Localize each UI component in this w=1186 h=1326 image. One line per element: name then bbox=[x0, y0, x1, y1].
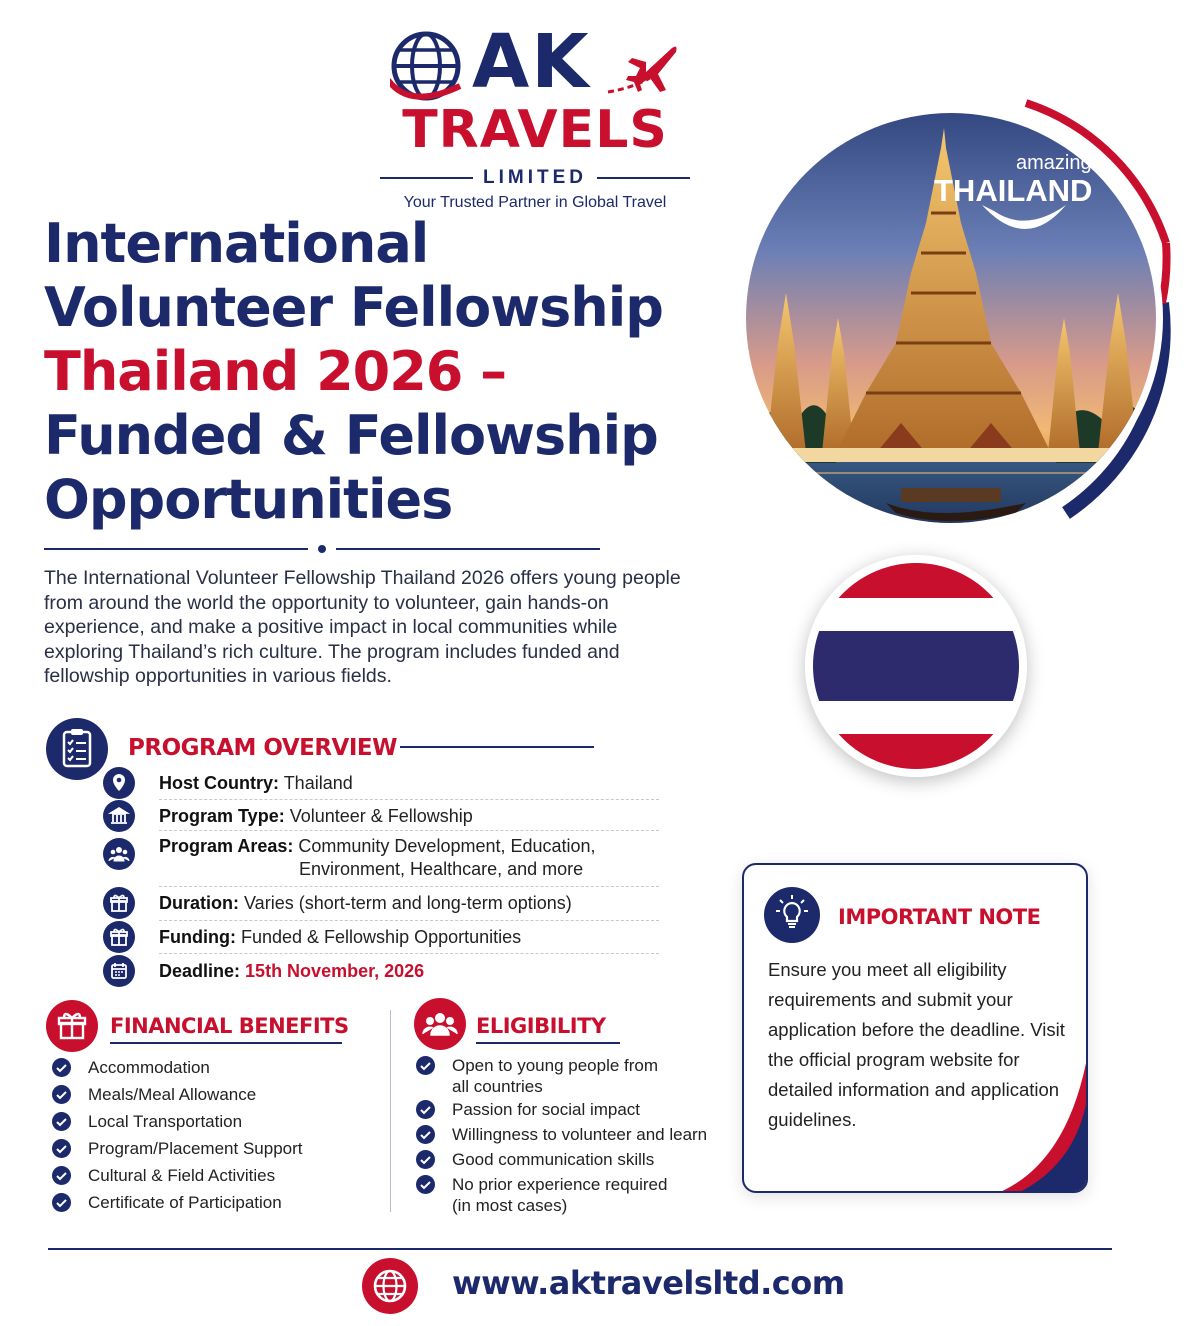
divider bbox=[44, 548, 308, 550]
check-icon bbox=[416, 1150, 435, 1169]
list-item-label: Accommodation bbox=[88, 1058, 210, 1077]
divider bbox=[380, 177, 473, 179]
overview-row-funding bbox=[103, 921, 659, 955]
title-line: Thailand 2026 – bbox=[44, 340, 507, 403]
divider bbox=[159, 953, 659, 954]
overview-label: Program Areas: bbox=[159, 836, 294, 856]
globe-icon bbox=[390, 30, 462, 102]
list-item-label: Certificate of Participation bbox=[88, 1193, 282, 1212]
thai-flag-image bbox=[805, 555, 1027, 777]
list-item-label: Passion for social impact bbox=[452, 1100, 641, 1119]
institution-icon bbox=[103, 800, 135, 832]
check-icon bbox=[416, 1056, 435, 1075]
list-item bbox=[52, 1192, 382, 1213]
important-note-title: IMPORTANT NOTE bbox=[838, 905, 1041, 929]
brand-limited-row bbox=[380, 166, 690, 190]
overview-label: Program Type: bbox=[159, 806, 285, 826]
amazing-thailand-logo-small: amazing bbox=[1016, 152, 1092, 174]
location-pin-icon bbox=[103, 767, 135, 799]
globe-icon bbox=[362, 1258, 418, 1314]
lightbulb-icon bbox=[764, 887, 820, 943]
gift-icon bbox=[46, 1000, 98, 1052]
divider bbox=[159, 830, 659, 831]
overview-row-deadline bbox=[103, 955, 659, 989]
overview-row-host-country bbox=[103, 767, 659, 801]
divider bbox=[110, 1042, 342, 1044]
check-icon bbox=[416, 1125, 435, 1144]
program-overview-title: PROGRAM OVERVIEW bbox=[128, 735, 397, 761]
list-item bbox=[52, 1111, 382, 1132]
overview-value-cont: Environment, Healthcare, and more bbox=[299, 859, 584, 879]
list-item-label: Willingness to volunteer and learn bbox=[452, 1125, 708, 1144]
title-line: Volunteer Fellowship bbox=[44, 276, 663, 339]
brand-tagline: Your Trusted Partner in Global Travel bbox=[403, 194, 667, 211]
gift-icon bbox=[103, 921, 135, 953]
list-item-label-cont: all countries bbox=[452, 1077, 543, 1096]
calendar-icon bbox=[103, 955, 135, 987]
financial-benefits-title: FINANCIAL BENEFITS bbox=[110, 1014, 349, 1038]
title-line: International bbox=[44, 212, 429, 275]
deadline-value: 15th November, 2026 bbox=[245, 961, 425, 981]
check-icon bbox=[52, 1058, 71, 1077]
overview-label: Host Country: bbox=[159, 773, 279, 793]
divider bbox=[597, 177, 690, 179]
overview-row-program-areas bbox=[103, 838, 659, 888]
list-item-label: Good communication skills bbox=[452, 1150, 655, 1169]
list-item-label: Local Transportation bbox=[88, 1112, 243, 1131]
flag-stripe bbox=[813, 701, 1019, 734]
overview-value: Thailand bbox=[283, 773, 353, 793]
flag-stripe bbox=[813, 563, 1019, 598]
overview-label: Duration: bbox=[159, 893, 239, 913]
brand-logo bbox=[380, 20, 690, 210]
divider bbox=[48, 1248, 1112, 1250]
brand-name-limited: LIMITED bbox=[483, 167, 587, 188]
divider bbox=[390, 1010, 391, 1212]
overview-value: Volunteer & Fellowship bbox=[289, 806, 473, 826]
overview-value: Funded & Fellowship Opportunities bbox=[240, 927, 522, 947]
title-line: Opportunities bbox=[44, 468, 453, 531]
overview-value: Community Development, Education, bbox=[298, 836, 596, 856]
eligibility-title: ELIGIBILITY bbox=[476, 1014, 606, 1038]
brand-name-ak: AK bbox=[472, 19, 591, 105]
overview-label: Deadline: bbox=[159, 961, 241, 981]
people-icon bbox=[103, 838, 135, 870]
overview-row-program-type bbox=[103, 800, 659, 834]
list-item bbox=[416, 1099, 726, 1120]
page-title bbox=[44, 212, 724, 532]
divider bbox=[476, 1042, 620, 1044]
list-item-label: Program/Placement Support bbox=[88, 1139, 303, 1158]
clipboard-icon bbox=[46, 718, 108, 780]
list-item-label: Cultural & Field Activities bbox=[88, 1166, 276, 1185]
check-icon bbox=[416, 1175, 435, 1194]
website-link[interactable]: www.aktravelsltd.com bbox=[452, 1264, 845, 1302]
gift-icon bbox=[103, 887, 135, 919]
divider bbox=[336, 548, 600, 550]
check-icon bbox=[52, 1193, 71, 1212]
important-note-body: Ensure you meet all eligibility requirements and submit your application before the deadline. Visit the official program website for detailed information and application guidelines. bbox=[768, 959, 1065, 1130]
divider bbox=[400, 746, 594, 748]
list-item bbox=[52, 1165, 382, 1186]
flag-stripe bbox=[813, 734, 1019, 769]
overview-label: Funding: bbox=[159, 927, 236, 947]
amazing-thailand-logo-big: THAILAND bbox=[934, 173, 1093, 208]
list-item bbox=[52, 1057, 382, 1078]
list-item bbox=[52, 1138, 382, 1159]
list-item-label: Meals/Meal Allowance bbox=[88, 1085, 257, 1104]
list-item bbox=[416, 1124, 726, 1145]
title-divider bbox=[44, 545, 600, 553]
check-icon bbox=[52, 1139, 71, 1158]
check-icon bbox=[52, 1085, 71, 1104]
list-item bbox=[416, 1055, 726, 1097]
list-item bbox=[52, 1084, 382, 1105]
financial-benefits-list bbox=[52, 1057, 382, 1213]
check-icon bbox=[52, 1166, 71, 1185]
check-icon bbox=[52, 1112, 71, 1131]
check-icon bbox=[416, 1100, 435, 1119]
list-item bbox=[416, 1174, 726, 1216]
intro-paragraph: The International Volunteer Fellowship Thailand 2026 offers young people from around the world the opportunity to volunteer, gain hands-on experience, and make a positive impact in local communities while exploring Thailand’s rich culture. The program includes funded and fellowship opportunities in various fields. bbox=[44, 567, 681, 687]
list-item-label: No prior experience required bbox=[452, 1175, 668, 1194]
list-item bbox=[416, 1149, 726, 1170]
important-note-card bbox=[742, 863, 1088, 1193]
list-item-label-cont: (in most cases) bbox=[452, 1196, 568, 1215]
people-icon bbox=[414, 998, 466, 1050]
overview-value: Varies (short-term and long-term options) bbox=[244, 893, 572, 913]
brand-name-travels: TRAVELS bbox=[402, 100, 668, 160]
list-item-label: Open to young people from bbox=[452, 1056, 659, 1075]
eligibility-list bbox=[416, 1055, 726, 1216]
flag-stripe bbox=[813, 598, 1019, 631]
flag-stripe bbox=[813, 631, 1019, 701]
overview-row-duration bbox=[103, 887, 659, 921]
airplane-icon bbox=[602, 38, 682, 98]
temple-image bbox=[726, 93, 1176, 543]
title-line: Funded & Fellowship bbox=[44, 404, 658, 467]
divider-dot bbox=[318, 545, 326, 553]
